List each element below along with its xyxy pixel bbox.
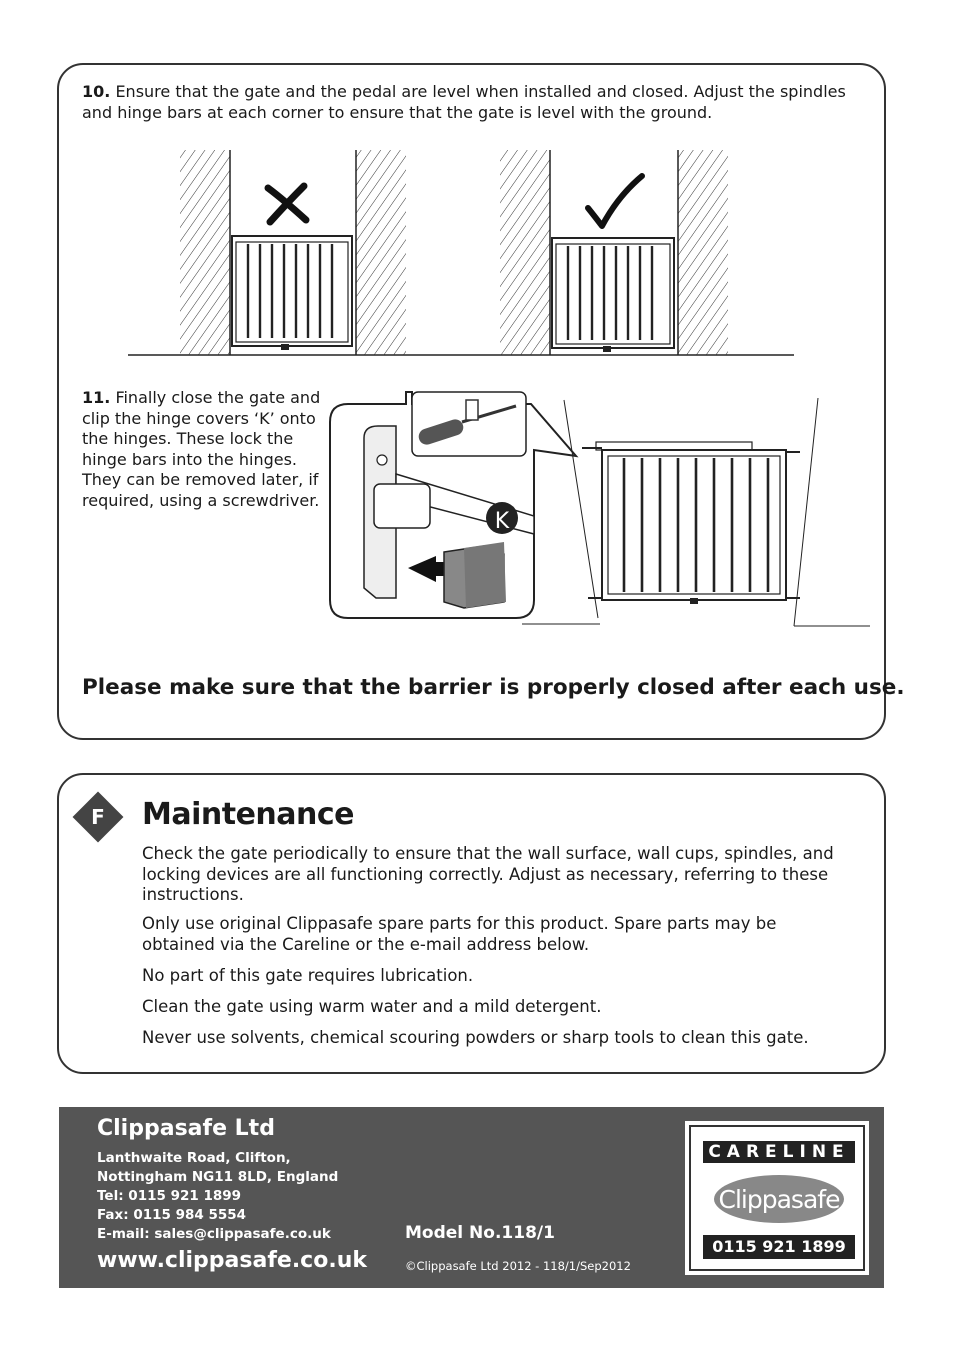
maintenance-title: Maintenance (142, 797, 355, 832)
maintenance-paragraph: Only use original Clippasafe spare parts for this product. Spare parts may be obtained via the Careline or the e-mail address below. (142, 914, 777, 954)
correct-gate-figure (500, 150, 728, 355)
clippasafe-logo-text: Clippasafe (718, 1185, 840, 1214)
step-10 (82, 82, 862, 123)
footer (59, 1107, 884, 1288)
careline-label: CARELINE (703, 1141, 855, 1163)
step-11-number: 11. (82, 388, 111, 407)
hinge-cover-callout-letter: K (494, 509, 510, 534)
step-10-text: Ensure that the gate and the pedal are level when installed and closed. Adjust the spindles and hinge bars at each corner to ensure that the gate is level with the ground. (82, 82, 846, 122)
step-10-number: 10. (82, 82, 111, 101)
phone-line: Tel: 0115 921 1899 (97, 1188, 242, 1204)
level-gates-illustration (128, 148, 798, 360)
fax-line: Fax: 0115 984 5554 (97, 1207, 247, 1223)
model-number: Model No.118/1 (405, 1223, 555, 1243)
email-line[interactable]: E-mail: sales@clippasafe.co.uk (97, 1226, 331, 1242)
copyright: ©Clippasafe Ltd 2012 - 118/1/Sep2012 (405, 1259, 631, 1273)
maintenance-paragraph: Check the gate periodically to ensure that the wall surface, wall cups, spindles, and locking devices are all functioning correctly. Adjust as necessary, referring to these instructions. (142, 844, 834, 904)
careline-box (685, 1121, 869, 1275)
careline-phone: 0115 921 1899 (703, 1235, 855, 1259)
address-line: Lanthwaite Road, Clifton, (97, 1150, 291, 1166)
maintenance-paragraph: No part of this gate requires lubrication. (142, 966, 474, 985)
maintenance-paragraph: Clean the gate using warm water and a mild detergent. (142, 997, 602, 1016)
address-line: Nottingham NG11 8LD, England (97, 1169, 339, 1185)
step-11-text: Finally close the gate and clip the hinge covers ‘K’ onto the hinges. These lock the hinge bars into the hinges. They can be removed later, if required, using a screwdriver. (82, 388, 321, 510)
maintenance-paragraph: Never use solvents, chemical scouring powders or sharp tools to clean this gate. (142, 1028, 809, 1047)
step-11 (82, 388, 322, 511)
wrong-gate-figure (180, 150, 406, 355)
hinge-cover-illustration (326, 388, 876, 628)
safety-notice: Please make sure that the barrier is properly closed after each use. (82, 675, 905, 700)
section-badge-letter: F (91, 805, 105, 829)
website-link[interactable]: www.clippasafe.co.uk (97, 1248, 367, 1273)
company-name: Clippasafe Ltd (97, 1116, 275, 1141)
